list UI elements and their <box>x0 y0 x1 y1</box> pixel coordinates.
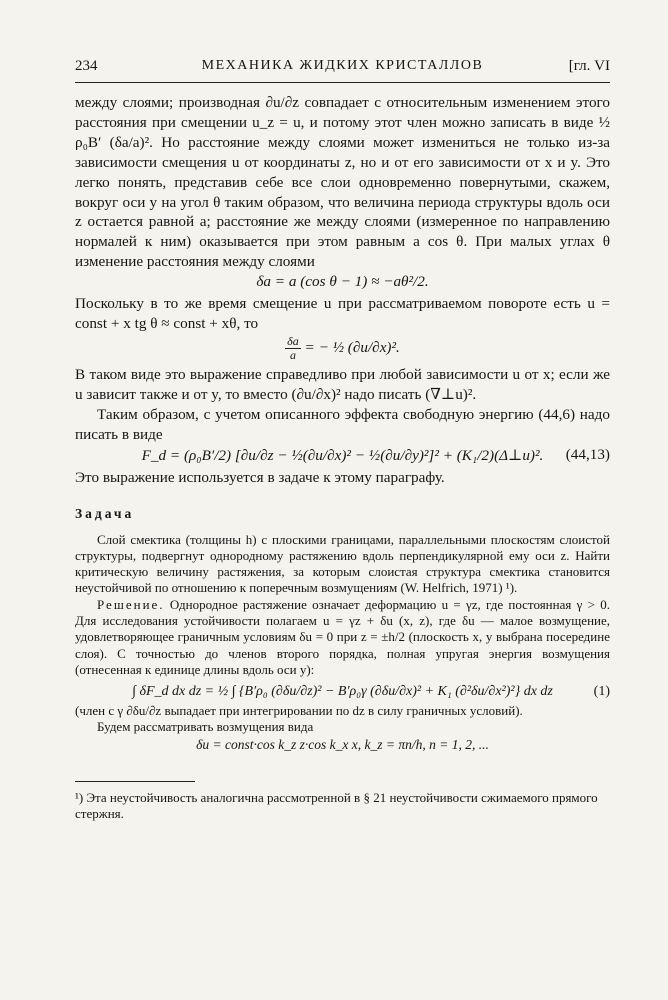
footnote: ¹) Эта неустойчивость аналогична рассмотренной в § 21 неустойчивости сжимаемого прямого стержня. <box>75 789 598 821</box>
equation-delta-a-ratio <box>75 335 610 362</box>
equation-label-1: (1) <box>593 684 610 700</box>
paragraph-5: Это выражение используется в задаче к этому параграфу. <box>75 468 445 486</box>
header-rule <box>75 82 610 83</box>
chapter-marker: [гл. VI <box>568 58 610 74</box>
equation-label-44-13: (44,13) <box>565 445 610 463</box>
equation-perturbation-form: δu = const·cos k_z z·cos k_x x, k_z = πn/h, n = 1, 2, ... <box>196 736 489 752</box>
integration-note: (член с γ ∂δu/∂z выпадает при интегрировании по dz в силу граничных условий). <box>75 703 523 719</box>
task-heading: Задача <box>75 505 135 521</box>
paragraph-1: между слоями; производная ∂u/∂z совпадает с относительным изменением этого расстояния при смещении u_z = u, и потому этот член можно записать в виде ½ ρ₀B′ (δa/a)². Но расстояние между слоями может измениться не только из-за зависимости смещения u от координаты z, но и от его зависимости от x и y. Это легко понять, представив себе все слои одновременно повернутыми, скажем, вокруг оси y на угол θ таким образом, что величина периода структуры вдоль оси z остается равной a; расстояние же между слоями (измеренное по направлению нормалей к ним) оказывается при этом равным a cos θ. При малых углах θ изменение расстояния между слоями <box>75 94 610 271</box>
solution-label: Решение. <box>97 596 165 612</box>
running-header <box>75 58 610 80</box>
solution-text: Однородное растяжение означает деформацию u = γz, где постоянная γ > 0. Для исследования устойчивости полагаем u = γz + δu (x, z), где δu — малое возмущение, удовлетворяющее граничным условиям δu = 0 при z = ±h/2 (плоскость x, y выбрана посередине слоя). С точностью до членов второго порядка, полная упругая энергия возмущения (отнесенная к единице длины вдоль оси y): <box>75 596 611 677</box>
running-title: МЕХАНИКА ЖИДКИХ КРИСТАЛЛОВ <box>201 58 484 73</box>
book-page <box>75 58 610 822</box>
paragraph-2: Поскольку в то же время смещение u при рассматриваемом повороте есть u = const + x tg θ ≈ const + xθ, то <box>75 295 610 333</box>
equation-1 <box>75 684 610 700</box>
equation-delta-a: δa = a (cos θ − 1) ≈ −aθ²/2. <box>256 273 429 291</box>
solution-paragraph <box>75 597 610 678</box>
ratio-fraction <box>285 335 301 362</box>
equation-44-13 <box>75 446 610 465</box>
paragraph-4: Таким образом, с учетом описанного эффекта свободную энергию (44,6) надо писать в виде <box>75 405 610 443</box>
paragraph-3: В таком виде это выражение справедливо при любой зависимости u от x; если же u зависит также и от y, то вместо (∂u/∂x)² надо писать (∇⊥u)². <box>75 365 610 403</box>
task-statement: Слой смектика (толщины h) с плоскими границами, параллельными плоскостям слоистой структуры, подвергнут однородному растяжению вдоль перпендикулярной ему оси z. Найти критическую величину растяжения, за которым слоистая структура смектика становится неустойчивой по отношению к поперечным возмущениям (W. Helfrich, 1971) ¹). <box>75 531 610 596</box>
footnote-rule <box>75 781 195 782</box>
ratio-denominator: a <box>289 347 296 362</box>
free-energy-formula: F_d = (ρ₀B′/2) [∂u/∂z − ½(∂u/∂x)² − ½(∂u/∂y)²]² + (K₁/2)(Δ⊥u)². <box>141 446 544 464</box>
page-number: 234 <box>75 58 98 74</box>
perturbation-energy-formula: ∫ δF_d dx dz = ½ ∫ {B′ρ₀ (∂δu/∂z)² − B′ρ₀γ (∂δu/∂x)² + K₁ (∂²δu/∂x²)²} dx dz <box>132 684 553 700</box>
ratio-numerator: δa <box>287 333 299 348</box>
ratio-rhs: = − ½ (∂u/∂x)². <box>304 338 400 356</box>
perturbation-intro: Будем рассматривать возмущения вида <box>97 719 314 735</box>
